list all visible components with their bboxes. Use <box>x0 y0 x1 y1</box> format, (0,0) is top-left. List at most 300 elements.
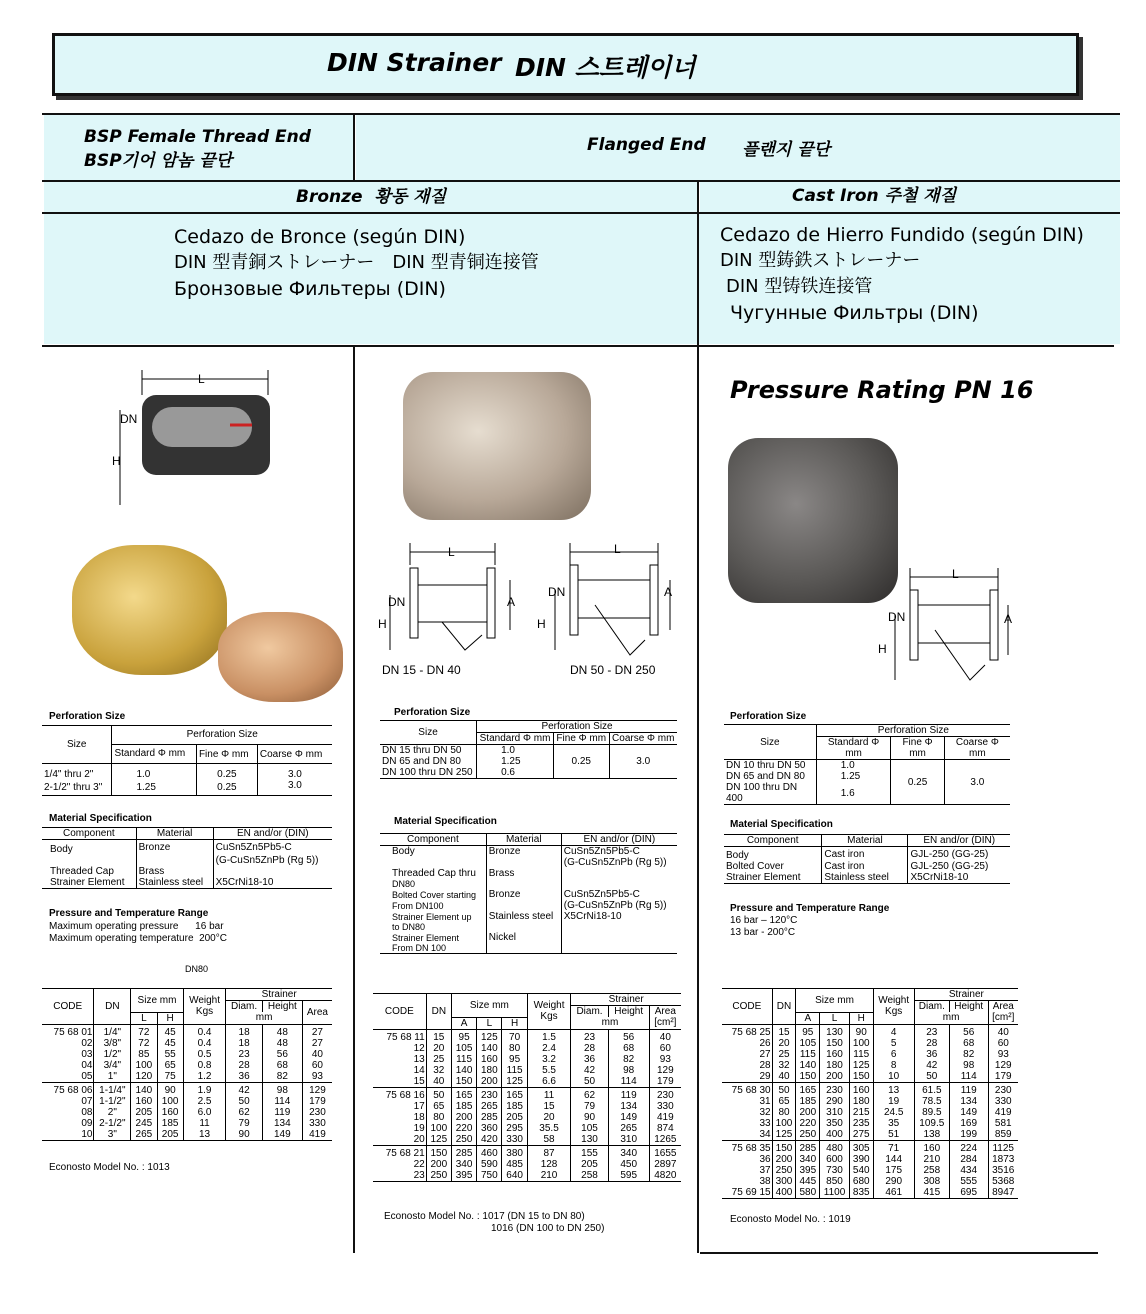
dim3-A: A <box>664 585 673 599</box>
table-row <box>722 1140 1018 1154</box>
table-cell: 310 <box>608 1134 649 1146</box>
bronze-flanged-photo <box>403 372 591 520</box>
col1-stray-dn80: DN80 <box>185 964 209 974</box>
table-cell: 340 <box>796 1154 820 1165</box>
table-cell: 284 <box>949 1154 988 1165</box>
table-row <box>373 1145 681 1159</box>
table-row <box>42 1071 332 1083</box>
table-cell: 3.2 <box>527 1054 571 1065</box>
table-cell: Body <box>392 846 415 857</box>
table-cell: 60 <box>311 1059 323 1071</box>
table-cell: 27 <box>311 1037 323 1049</box>
table-cell: 415 <box>914 1187 949 1199</box>
header-flanged-ko: 플랜지 끝단 <box>742 140 831 160</box>
table-cell: 1/2" <box>94 1049 131 1060</box>
table-cell: Stainless steel <box>486 911 561 922</box>
table-cell: 330 <box>994 1095 1012 1107</box>
table-cell: (G-CuSn5ZnPb (Rg 5)) <box>561 900 677 911</box>
table-cell: 45 <box>157 1038 183 1049</box>
table-cell: 70 <box>502 1029 527 1043</box>
table-cell: 285 <box>451 1145 476 1159</box>
col2-code-table: CODE DN Size mm Weight Kgs Strainer Diam. Height Area [cm²] A L H mm 75 68 11 15 95 125 70 1.5 23 56 40 12 20 105 140 80 2.4 28 68 60 13 25 115 160 95 3.2 36 82 93 14 32 140 180 115 5.5 42 98 129 15 40 150 200 125 6.6 50 114 179 75 68 16 50 165 230 165 11 62 119 230 17 65 185 265 185 15 79 134 330 18 80 200 285 205 20 90 149 419 19 100 220 360 295 35.5 105 265 874 20 125 250 420 330 58 130 310 1265 75 68 21 150 285 460 380 87 155 340 1655 22 200 340 590 485 128 205 450 2897 23 250 395 750 640 210 258 595 4820 <box>373 993 681 1182</box>
table-cell: 140 <box>131 1082 157 1096</box>
table-row <box>42 1038 332 1049</box>
table-cell: 185 <box>502 1101 527 1112</box>
table-cell: 2897 <box>654 1158 677 1170</box>
table-cell: 55 <box>157 1049 183 1060</box>
table-cell: 22 <box>373 1159 426 1170</box>
table-cell: 100 <box>131 1060 157 1071</box>
dim2-A: A <box>507 595 516 609</box>
col3-perf-title: Perforation Size <box>730 711 807 722</box>
table-cell: 149 <box>262 1129 302 1141</box>
table-cell: 36 <box>914 1049 949 1060</box>
table-cell: 13 <box>183 1129 226 1141</box>
table-cell: 200 <box>820 1071 850 1083</box>
table-cell: 05 <box>42 1071 94 1083</box>
table-cell: 36 <box>571 1054 608 1065</box>
table-row <box>722 1049 1018 1060</box>
dim2-H: H <box>378 617 387 631</box>
table-cell: 4820 <box>649 1170 681 1182</box>
table-cell: 380 <box>502 1145 527 1159</box>
table-row <box>373 1123 681 1134</box>
bronze-strainer-photo-2 <box>218 612 343 702</box>
table-cell: 75 68 06 <box>42 1082 94 1096</box>
table-cell: 6.6 <box>527 1076 571 1088</box>
table-row <box>42 1096 332 1107</box>
table-cell: 1655 <box>649 1145 681 1159</box>
table-cell: 58 <box>527 1134 571 1146</box>
table-cell: (G-CuSn5ZnPb (Rg 5)) <box>561 857 677 868</box>
col2-model: Econosto Model No. : 1017 (DN 15 to DN 80) 1016 (DN 100 to DN 250) <box>384 1211 605 1234</box>
table-cell: 27 <box>722 1049 772 1060</box>
table-row <box>380 857 677 868</box>
table-row <box>722 1154 1018 1165</box>
col2-mat-title: Material Specification <box>394 816 497 827</box>
table-cell: 160 <box>820 1049 850 1060</box>
table-cell: 1/4" <box>94 1024 131 1038</box>
table-cell: 61.5 <box>914 1082 949 1096</box>
dim3-DN: DN <box>548 585 566 599</box>
table-cell: 50 <box>226 1096 263 1107</box>
col1-model: Econosto Model No. : 1013 <box>49 1162 170 1173</box>
table-cell: 80 <box>426 1112 451 1123</box>
table-cell: 290 <box>820 1096 850 1107</box>
table-cell: 119 <box>262 1107 302 1118</box>
table-cell: 51 <box>873 1129 914 1141</box>
table-cell: 45 <box>157 1024 183 1038</box>
table-cell: 179 <box>656 1075 674 1087</box>
table-cell: Nickel <box>486 932 561 943</box>
table-row <box>722 1038 1018 1049</box>
table-cell <box>561 879 677 889</box>
table-cell: 37 <box>722 1165 772 1176</box>
table-cell: 8947 <box>988 1187 1018 1199</box>
table-cell: 40 <box>659 1031 671 1043</box>
table-cell: 160 <box>849 1082 873 1096</box>
title-en: DIN Strainer <box>327 48 502 77</box>
table-cell: 310 <box>820 1107 850 1118</box>
table-cell: DN80 <box>392 879 416 889</box>
table-cell: 245 <box>131 1118 157 1129</box>
table-cell: 50 <box>914 1071 949 1083</box>
table-cell: 160 <box>914 1140 949 1154</box>
header-bsp-en: BSP Female Thread End <box>84 127 311 147</box>
table-cell: 32 <box>426 1065 451 1076</box>
table-cell: 93 <box>997 1048 1009 1060</box>
table-cell: 40 <box>772 1071 796 1083</box>
table-cell: 155 <box>571 1145 608 1159</box>
table-cell: 35.5 <box>527 1123 571 1134</box>
table-cell: Bolted Cover starting <box>392 889 477 900</box>
table-cell: 68 <box>262 1060 302 1071</box>
table-cell: 205 <box>571 1159 608 1170</box>
table-cell: 120 <box>131 1071 157 1083</box>
table-cell: 95 <box>502 1054 527 1065</box>
table-cell: 115 <box>796 1049 820 1060</box>
table-cell: 460 <box>477 1145 502 1159</box>
header-flanged <box>356 115 1120 180</box>
table-cell: 258 <box>914 1165 949 1176</box>
table-cell: 165 <box>502 1087 527 1101</box>
table-cell: 150 <box>772 1140 796 1154</box>
table-cell: 2.5 <box>183 1096 226 1107</box>
table-cell: X5CrNi18-10 <box>561 911 677 922</box>
table-row <box>380 868 677 879</box>
table-row <box>722 1024 1018 1038</box>
table-cell: 75 68 25 <box>722 1024 772 1038</box>
table-cell: 105 <box>451 1043 476 1054</box>
table-cell: 09 <box>42 1118 94 1129</box>
table-cell: 580 <box>796 1187 820 1199</box>
table-cell: 150 <box>451 1076 476 1088</box>
table-cell: 200 <box>426 1159 451 1170</box>
table-cell: 400 <box>772 1187 796 1199</box>
table-cell: 180 <box>820 1060 850 1071</box>
pressure-rating: Pressure Rating PN 16 <box>730 376 1034 404</box>
table-cell: Bronze <box>486 846 561 858</box>
table-cell: 730 <box>820 1165 850 1176</box>
table-cell: 179 <box>309 1095 326 1107</box>
table-cell: Strainer Element up <box>392 911 472 922</box>
table-row <box>42 1118 332 1129</box>
table-cell: 56 <box>262 1049 302 1060</box>
table-cell: to DN80 <box>392 922 426 932</box>
table-cell: 98 <box>262 1082 302 1096</box>
table-cell: 07 <box>42 1096 94 1107</box>
table-cell: 60 <box>659 1042 671 1054</box>
table-cell: 114 <box>608 1076 649 1088</box>
table-cell: 169 <box>949 1118 988 1129</box>
table-cell: 258 <box>571 1170 608 1182</box>
table-cell: 330 <box>656 1100 674 1112</box>
header-flanged-en: Flanged End <box>587 135 706 155</box>
table-cell: 390 <box>849 1154 873 1165</box>
table-cell: 75 68 11 <box>373 1029 426 1043</box>
table-cell: 305 <box>849 1140 873 1154</box>
desc-bronze <box>44 214 697 344</box>
table-cell: 85 <box>131 1049 157 1060</box>
table-cell <box>561 932 677 943</box>
table-cell: 215 <box>849 1107 873 1118</box>
table-cell: 04 <box>42 1060 94 1071</box>
header-castiron-en: Cast Iron <box>792 186 879 206</box>
table-cell: 40 <box>997 1026 1009 1038</box>
table-cell: 89.5 <box>914 1107 949 1118</box>
table-row <box>373 1087 681 1101</box>
header-bronze <box>44 182 698 212</box>
table-row <box>373 1065 681 1076</box>
table-cell: 2" <box>94 1107 131 1118</box>
table-cell: 419 <box>656 1111 674 1123</box>
col3-perf-table: Size Perforation Size Standard Φ mm Fine Φ mm Coarse Φ mm DN 10 thru DN 50 1.0 0.25 3.0 DN 65 and DN 80 1.25 DN 100 thru DN 400 1.6 <box>724 724 1010 805</box>
table-cell: 581 <box>994 1117 1012 1129</box>
table-row <box>722 1096 1018 1107</box>
table-cell: 220 <box>451 1123 476 1134</box>
table-cell: 835 <box>849 1187 873 1199</box>
table-cell: 23 <box>226 1049 263 1060</box>
table-cell: 210 <box>914 1154 949 1165</box>
table-cell: 140 <box>451 1065 476 1076</box>
table-row <box>42 1049 332 1060</box>
table-cell: 0.4 <box>183 1024 226 1038</box>
table-cell: 134 <box>608 1101 649 1112</box>
col3-model: Econosto Model No. : 1019 <box>730 1214 851 1225</box>
table-cell: 165 <box>451 1087 476 1101</box>
table-cell: 75 68 35 <box>722 1140 772 1154</box>
table-cell: 13 <box>873 1082 914 1096</box>
table-cell <box>561 868 677 879</box>
table-cell: 150 <box>849 1071 873 1083</box>
col3-area-head: Area [cm²] <box>992 1001 1015 1024</box>
table-row <box>722 1060 1018 1071</box>
table-cell: 130 <box>571 1134 608 1146</box>
table-cell: 200 <box>451 1112 476 1123</box>
table-cell: 285 <box>477 1112 502 1123</box>
table-cell: 129 <box>656 1064 674 1076</box>
table-cell: 119 <box>608 1087 649 1101</box>
table-cell: 75 68 21 <box>373 1145 426 1159</box>
table-cell: 62 <box>571 1087 608 1101</box>
table-cell: 93 <box>311 1070 323 1082</box>
table-cell: 595 <box>608 1170 649 1182</box>
table-cell: 20 <box>373 1134 426 1146</box>
table-cell: 128 <box>527 1159 571 1170</box>
table-cell <box>486 879 561 889</box>
table-cell: 105 <box>571 1123 608 1134</box>
table-cell: 149 <box>608 1112 649 1123</box>
table-cell: 130 <box>820 1024 850 1038</box>
table-cell: 1125 <box>988 1140 1018 1154</box>
table-cell: 15 <box>373 1076 426 1088</box>
table-cell: 485 <box>502 1159 527 1170</box>
table-cell: Brass <box>486 868 561 879</box>
table-cell: 250 <box>772 1165 796 1176</box>
table-cell: 0.5 <box>183 1049 226 1060</box>
table-cell: 1100 <box>820 1187 850 1199</box>
table-cell: 15 <box>527 1101 571 1112</box>
castiron-dimension-diagram <box>870 565 1020 690</box>
table-cell <box>561 943 677 954</box>
table-cell: 56 <box>949 1024 988 1038</box>
table-cell: 160 <box>131 1096 157 1107</box>
table-cell: 17 <box>373 1101 426 1112</box>
table-cell: 230 <box>820 1082 850 1096</box>
table-cell: 205 <box>502 1112 527 1123</box>
table-cell: 24.5 <box>873 1107 914 1118</box>
table-cell: 36 <box>226 1071 263 1083</box>
table-cell: 75 <box>157 1071 183 1083</box>
table-cell: 210 <box>527 1170 571 1182</box>
table-cell: 100 <box>849 1038 873 1049</box>
table-cell: 20 <box>772 1038 796 1049</box>
col2-perf-title: Perforation Size <box>394 707 471 718</box>
table-cell: 48 <box>262 1024 302 1038</box>
table-cell: 105 <box>796 1038 820 1049</box>
bronze-strainer-diagram <box>100 365 290 515</box>
table-cell: 50 <box>426 1087 451 1101</box>
table-cell: 3516 <box>992 1164 1015 1176</box>
table-cell: 230 <box>988 1082 1018 1096</box>
table-cell: 1873 <box>992 1153 1015 1165</box>
table-cell: 205 <box>157 1129 183 1141</box>
table-cell: 200 <box>796 1107 820 1118</box>
table-cell: 68 <box>949 1038 988 1049</box>
col3-mat-table: Component Material EN and/or (DIN) Body Cast iron GJL-250 (GG-25) Bolted Cover Cast iron GJL-250 (GG-25) Strainer Element Stainless steel X5CrNi18-10 <box>724 834 1010 884</box>
table-cell: 230 <box>649 1087 681 1101</box>
range-label-1: DN 15 - DN 40 <box>382 663 461 677</box>
table-cell: 38 <box>722 1176 772 1187</box>
col2-mat-table: Component Material EN and/or (DIN) Body Bronze CuSn5Zn5Pb5-C (G-CuSn5ZnPb (Rg 5)) Threaded Cap thru Brass DN80 Bolted Cover starting Bronze CuSn5Zn5Pb5-C From DN100 (G-CuSn5ZnPb (Rg 5)) Strainer Element up Stainless steel X5CrNi18-10 to DN80 Strainer Element Nickel From DN 100 <box>380 833 677 954</box>
table-cell: 82 <box>608 1054 649 1065</box>
table-cell: 10 <box>873 1071 914 1083</box>
table-cell: 50 <box>772 1082 796 1096</box>
table-cell: 1265 <box>654 1133 677 1145</box>
col1-pt-title: Pressure and Temperature Range <box>49 908 209 919</box>
table-cell: 100 <box>772 1118 796 1129</box>
table-cell: Strainer Element <box>392 932 460 943</box>
table-cell: 350 <box>820 1118 850 1129</box>
table-row <box>373 1043 681 1054</box>
col1-weight-head: Weight Kgs <box>183 989 226 1025</box>
table-cell: 0.8 <box>183 1060 226 1071</box>
table-cell: 2.4 <box>527 1043 571 1054</box>
table-cell: 02 <box>42 1038 94 1049</box>
table-cell: 555 <box>949 1176 988 1187</box>
table-row <box>722 1071 1018 1083</box>
table-cell: 82 <box>949 1049 988 1060</box>
table-cell: 134 <box>949 1096 988 1107</box>
table-row <box>722 1118 1018 1129</box>
table-cell: 26 <box>722 1038 772 1049</box>
table-cell: 140 <box>477 1043 502 1054</box>
col2-weight-head: Weight Kgs <box>527 994 571 1030</box>
dim4-A: A <box>1004 612 1013 626</box>
table-cell: 874 <box>656 1122 674 1134</box>
table-cell: 134 <box>262 1118 302 1129</box>
table-cell: 11 <box>183 1118 226 1129</box>
table-row <box>380 932 677 943</box>
table-cell: 160 <box>477 1054 502 1065</box>
table-cell: Bronze <box>486 889 561 900</box>
table-cell: 28 <box>571 1043 608 1054</box>
table-row <box>380 911 677 922</box>
table-cell: 1.5 <box>527 1029 571 1043</box>
table-cell: 3/8" <box>94 1038 131 1049</box>
table-cell: 25 <box>426 1054 451 1065</box>
table-cell: 330 <box>502 1134 527 1146</box>
table-cell: 400 <box>820 1129 850 1141</box>
header-bronze-en: Bronze <box>295 187 363 207</box>
table-row <box>42 1107 332 1118</box>
table-row <box>722 1082 1018 1096</box>
table-row <box>373 1076 681 1088</box>
dim-L: L <box>198 372 205 386</box>
table-cell <box>486 922 561 932</box>
table-cell: 138 <box>914 1129 949 1141</box>
table-cell: 29 <box>722 1071 772 1083</box>
table-cell: 859 <box>994 1128 1012 1140</box>
dim4-H: H <box>878 642 887 656</box>
table-cell: 680 <box>849 1176 873 1187</box>
table-cell: 82 <box>262 1071 302 1083</box>
table-row <box>373 1112 681 1123</box>
table-cell: 12 <box>373 1043 426 1054</box>
table-cell: 340 <box>451 1159 476 1170</box>
table-cell: 250 <box>796 1129 820 1141</box>
table-row <box>42 1129 332 1141</box>
table-row <box>373 1101 681 1112</box>
col3-pt-title: Pressure and Temperature Range <box>730 903 890 914</box>
table-cell: 31 <box>722 1096 772 1107</box>
table-cell: 179 <box>994 1070 1012 1082</box>
table-cell: 14 <box>373 1065 426 1076</box>
table-cell: 79 <box>226 1118 263 1129</box>
table-cell: 160 <box>157 1107 183 1118</box>
col1-perf-title: Perforation Size <box>49 711 126 722</box>
bronze-strainer-photo-1 <box>72 545 227 675</box>
table-row <box>373 1134 681 1146</box>
table-cell: 18 <box>226 1038 263 1049</box>
table-cell: 10 <box>42 1129 94 1141</box>
table-cell: 750 <box>477 1170 502 1182</box>
table-cell: 35 <box>873 1118 914 1129</box>
table-cell: 78.5 <box>914 1096 949 1107</box>
table-cell: 90 <box>849 1024 873 1038</box>
table-cell: 220 <box>796 1118 820 1129</box>
table-cell: 200 <box>772 1154 796 1165</box>
table-cell: 11 <box>527 1087 571 1101</box>
table-cell: 1.9 <box>183 1082 226 1096</box>
table-cell: 23 <box>914 1024 949 1038</box>
table-cell: 25 <box>772 1049 796 1060</box>
table-cell: 230 <box>477 1087 502 1101</box>
table-cell: 98 <box>949 1060 988 1071</box>
col1-pt-lines: Maximum operating pressure 16 bar Maximum operating temperature 200°C <box>49 921 227 944</box>
table-cell: 15 <box>772 1024 796 1038</box>
table-cell <box>486 900 561 911</box>
table-cell: 3" <box>94 1129 131 1141</box>
col3-mat-title: Material Specification <box>730 819 833 830</box>
table-cell: 480 <box>820 1140 850 1154</box>
table-cell: 265 <box>477 1101 502 1112</box>
table-cell: 80 <box>502 1043 527 1054</box>
table-cell: 40 <box>311 1048 323 1060</box>
table-cell: 6.0 <box>183 1107 226 1118</box>
table-cell: 445 <box>796 1176 820 1187</box>
table-cell: 115 <box>451 1054 476 1065</box>
